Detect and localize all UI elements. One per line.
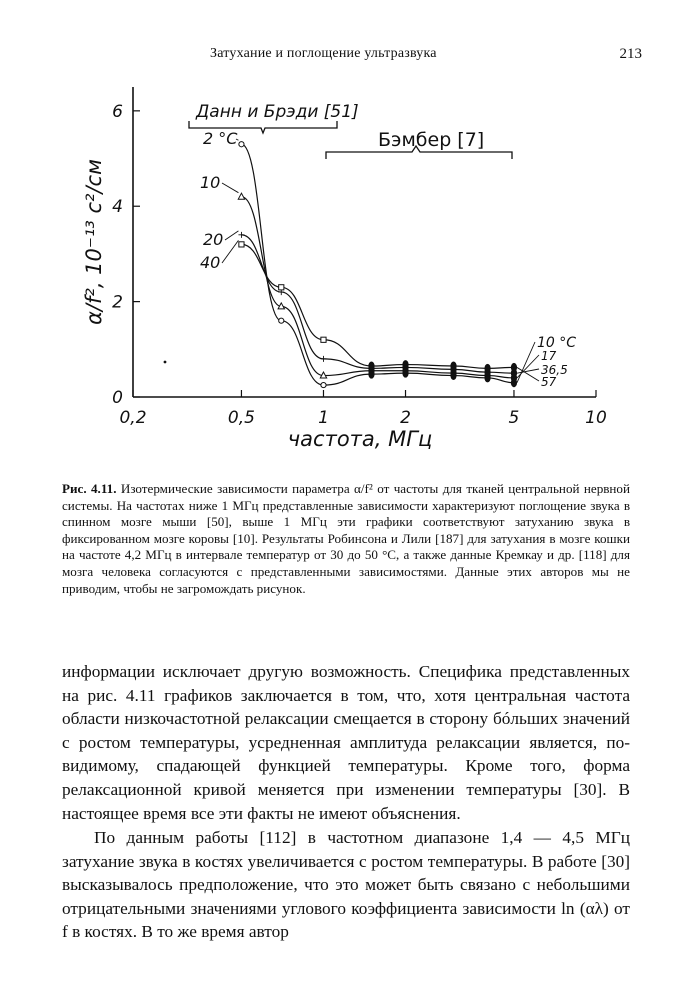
y-tick-label: 6 — [112, 101, 123, 122]
right-label: 17 — [541, 349, 557, 363]
markers — [238, 142, 516, 388]
series-label: 40 — [200, 253, 221, 272]
right-labels — [517, 335, 576, 389]
series-label: 2 °C — [203, 129, 238, 148]
stray-dot — [164, 361, 167, 364]
data-point — [239, 142, 244, 147]
x-tick-label: 1 — [318, 408, 329, 428]
x-axis-label: частота, МГц — [287, 427, 433, 451]
x-tick-label: 2 — [400, 408, 411, 428]
curve-2c — [241, 144, 514, 385]
data-point — [403, 361, 408, 369]
right-label: 36,5 — [541, 363, 568, 377]
data-point — [239, 242, 244, 247]
x-tick-label: 10 — [585, 408, 607, 428]
caption-label: Рис. 4.11. — [62, 481, 117, 496]
body-paragraph-2: По данным работы [112] в частотном диапазоне 1,4 — 4,5 МГц затухание звука в костях увеличивается с ростом температуры. В работе [30] высказывалось предположение, что это может быть связано с небольшими отрицательными значениями углового коэффициента зависимости ln (αλ) от f в костях. В то же время автор — [62, 828, 630, 942]
data-point — [238, 232, 244, 238]
series-label: 10 — [200, 173, 221, 192]
bamber-bracket-label: Бэмбер [7] — [378, 129, 485, 151]
caption-text: Изотермические зависимости параметра α/f² от частоты для тканей центральной нервной системы. На частотах ниже 1 МГц представленные зависимости характеризуют поглощение звука в спинном мозге мыши [50], выше 1 МГц эти графики соответствуют затуханию звука в фиксированном мозге коровы [10]. Результаты Робинсона и Лили [187] для затухания в мозге кошки на частоте 4,2 МГц в интервале температур от 30 до 50 °С, а также данные Кремкау и др. [118] для мозга человека согласуются с представленными зависимостями. Данные этих авторов мы не приводим, чтобы не загромождать рисунок. — [62, 481, 630, 596]
data-point — [321, 337, 326, 342]
data-point — [279, 285, 284, 290]
data-point — [451, 362, 456, 370]
body-paragraph-1: информации исключает другую возможность. Специфика представленных на рис. 4.11 графиков заключается в том, что, хотя центральная частота области низкочастотной релаксации смещается в сторону бóльших значений с ростом температуры, усредненная амплитуда релаксации является, по-видимому, спадающей функцией температуры. Кроме того, форма релаксационной кривой меняется при изменении температуры [30]. В настоящее время все эти факты не имеют объяснения. — [62, 662, 630, 823]
data-point — [321, 382, 326, 387]
y-axis-label: α/f², 10⁻¹³ с²/см — [82, 159, 106, 325]
figure-caption — [62, 481, 630, 597]
series-labels — [200, 129, 238, 272]
x-tick-label: 5 — [508, 408, 520, 428]
curves — [241, 144, 514, 385]
data-point — [238, 193, 244, 199]
data-point — [279, 318, 284, 323]
right-label: 10 °C — [537, 335, 577, 351]
series-leader — [225, 231, 238, 240]
data-point — [511, 363, 516, 371]
running-title: Затухание и поглощение ультразвука — [210, 46, 437, 61]
y-tick-label: 2 — [112, 292, 123, 313]
data-point — [485, 364, 490, 372]
y-tick-label: 0 — [112, 388, 123, 408]
x-tick-label: 0,5 — [227, 408, 255, 428]
series-leader — [222, 240, 238, 263]
dunn-bracket-label: Данн и Брэди [51] — [196, 102, 359, 122]
page-number: 213 — [619, 46, 642, 62]
data-point — [369, 362, 374, 370]
right-label: 57 — [541, 375, 557, 389]
series-label: 20 — [203, 230, 224, 249]
x-tick-label: 0,2 — [119, 408, 147, 428]
data-point — [320, 356, 326, 362]
tick-labels — [112, 102, 607, 428]
y-tick-label: 4 — [112, 197, 123, 218]
figure-4-11 — [0, 0, 686, 470]
series-leader — [222, 183, 238, 193]
